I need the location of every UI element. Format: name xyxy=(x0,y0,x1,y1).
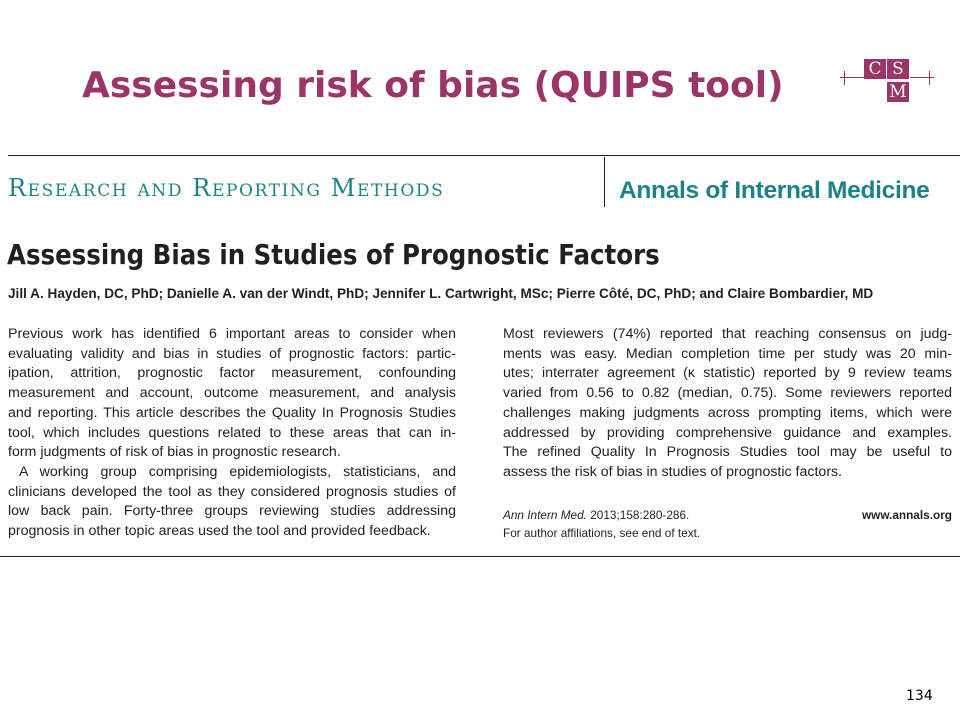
citation-row xyxy=(503,505,952,525)
header-divider xyxy=(604,157,605,207)
text-line: assess the risk of bias in studies of prognostic factors. xyxy=(503,463,843,480)
csm-logo xyxy=(840,59,934,105)
text-line: A working group comprising epidemiologists, statisticians, and xyxy=(19,463,456,480)
logo-bar-right xyxy=(910,77,934,78)
text-line: tool, which includes questions related to these areas that can in- xyxy=(8,424,456,441)
text-line: challenges making judgments across prompting items, which were xyxy=(503,404,952,421)
logo-empty-cell xyxy=(864,82,886,102)
text-line: varied from 0.56 to 0.82 (median, 0.75). Some reviewers reported xyxy=(503,385,952,402)
text-line: and reporting. This article describes the Quality In Prognosis Studies xyxy=(8,404,456,421)
article-title: Assessing Bias in Studies of Prognostic Factors xyxy=(7,239,660,271)
article-excerpt xyxy=(0,155,960,560)
logo-tick xyxy=(929,71,930,85)
citation-journal: Ann Intern Med. xyxy=(503,508,587,522)
slide-title: Assessing risk of bias (QUIPS tool) xyxy=(82,65,784,106)
text-line: measurement and account, outcome measurement, and analysis xyxy=(8,385,456,402)
citation-detail: 2013;158:280-286. xyxy=(586,508,690,522)
section-label: Research and Reporting Methods xyxy=(8,174,445,202)
text-line: clinicians developed the tool as they considered prognosis studies of xyxy=(8,483,456,500)
text-line: form judgments of risk of bias in prognostic research. xyxy=(8,444,341,461)
author-list: Jill A. Hayden, DC, PhD; Danielle A. van der Windt, PhD; Jennifer L. Cartwright, MSc; Pierre Côté, DC, PhD; and Claire Bombardier, MD xyxy=(8,286,874,301)
logo-letter-s: S xyxy=(887,59,909,79)
logo-letter-m: M xyxy=(887,82,909,102)
logo-letter-c: C xyxy=(864,59,886,79)
text-line: utes; interrater agreement (κ statistic) reported by 9 review teams xyxy=(503,365,952,382)
affiliations-note: For author affiliations, see end of text. xyxy=(503,526,701,540)
text-line: Previous work has identified 6 important areas to consider when xyxy=(8,326,456,342)
text-line: low back pain. Forty-three groups reviewing studies addressing xyxy=(8,503,456,520)
logo-tick xyxy=(844,71,845,85)
text-line: ipation, attrition, prognostic factor measurement, confounding xyxy=(8,365,456,382)
text-line: The refined Quality In Prognosis Studies tool may be useful to xyxy=(503,444,952,461)
text-line: ments was easy. Median completion time per study was 20 min- xyxy=(503,345,952,362)
text-line: evaluating validity and bias in studies of prognostic factors: partic- xyxy=(8,345,456,362)
abstract-left-column xyxy=(8,325,456,542)
text-line: addressed by providing comprehensive guidance and examples. xyxy=(503,424,952,441)
bottom-rule xyxy=(0,556,960,557)
journal-website: www.annals.org xyxy=(861,508,952,522)
page-number: 134 xyxy=(906,688,933,704)
journal-name: Annals of Internal Medicine xyxy=(619,177,930,204)
text-line: prognosis in other topic areas used the tool and provided feedback. xyxy=(8,523,431,540)
top-rule xyxy=(8,155,960,156)
text-line: Most reviewers (74%) reported that reaching consensus on judg- xyxy=(503,326,952,342)
abstract-right-column xyxy=(503,325,952,483)
